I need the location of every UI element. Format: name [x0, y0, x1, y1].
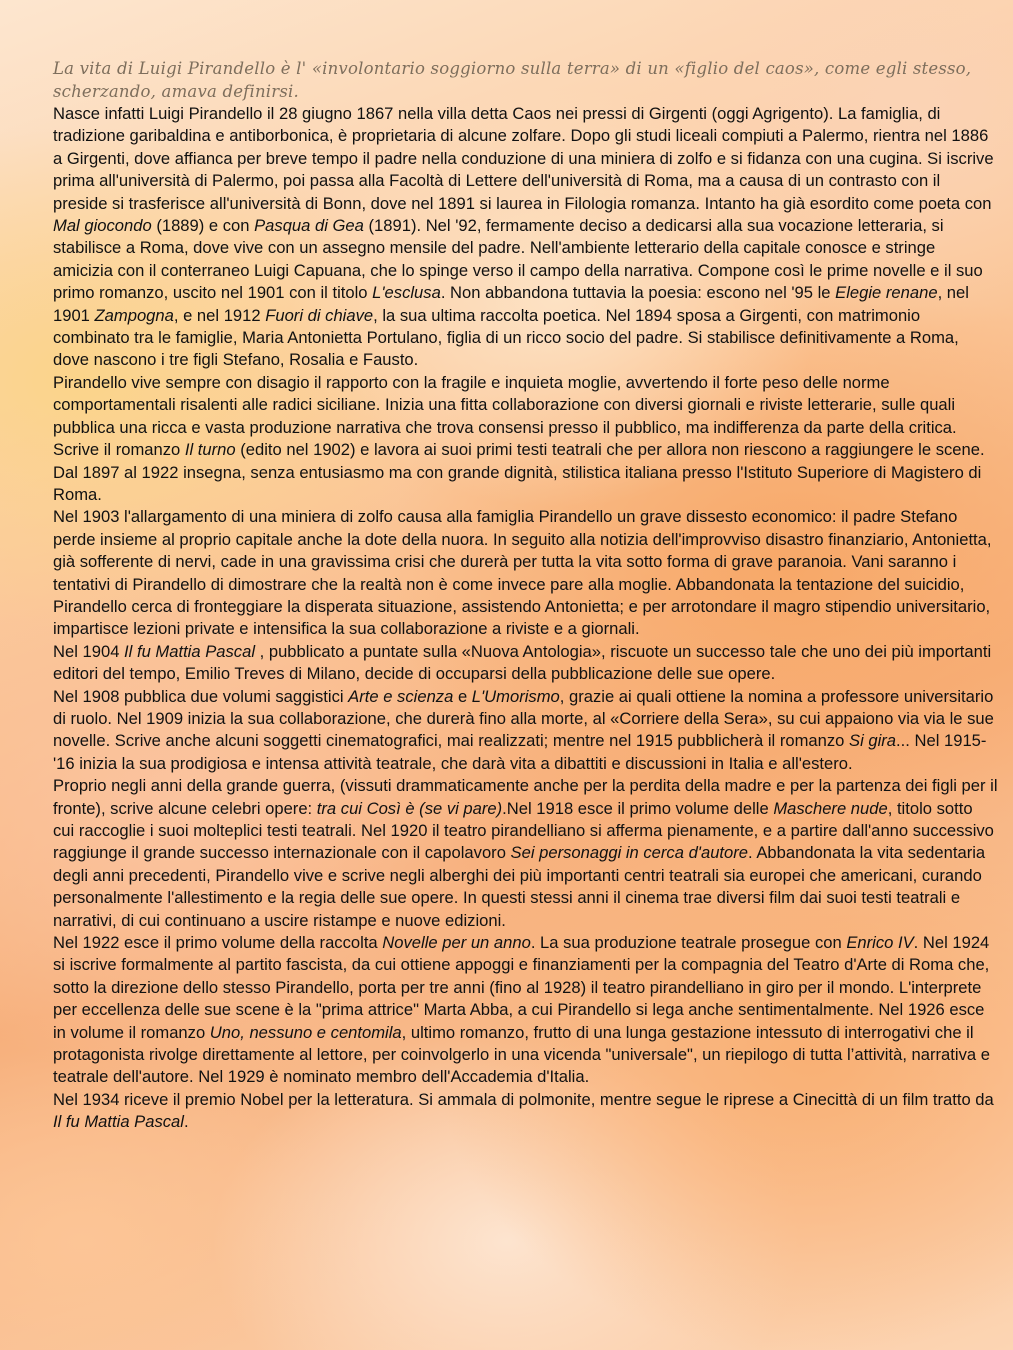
text-run: , titolo sotto cui raccoglie i suoi molteplici testi teatrali. Nel 1920 il teatro pirandelliano si afferma pienamente, e a partire dall'anno successivo raggiunge il grande successo internazionale con il capolavoro [53, 798, 994, 863]
text-run: Nel 1922 esce il primo volume della raccolta [53, 933, 383, 953]
paragraph [53, 686, 998, 776]
text-run: Nasce infatti Luigi Pirandello il 28 giugno 1867 nella villa detta Caos nei pressi di Girgenti (oggi Agrigento). La famiglia, di tradizione garibaldina e antiborbonica, è proprietaria di alcune zolfare. Dopo gli studi liceali compiuti a Palermo, rientra nel 1886 a Girgenti, dove affianca per breve tempo il padre nella conduzione di una miniera di zolfo e si fidanza con una cugina. Si iscrive prima all'università di Palermo, poi passa alla Facoltà di Lettere dell'università di Roma, ma a causa di un contrasto con il preside si trasferisce all'università di Bonn, dove nel 1891 si laurea in Filologia romanza. Intanto ha già esordito come poeta con [53, 104, 994, 213]
text-run: Nel 1903 l'allargamento di una miniera di zolfo causa alla famiglia Pirandello un grave dissesto economico: il padre Stefano perde insieme al proprio capitale anche la dote della nuora. In seguito alla notizia dell'improvviso disastro finanziario, Antonietta, già sofferente di nervi, cade in una gravissima crisi che durerà per tutta la vita sotto forma di grave paranoia. Vani saranno i tentativi di Pirandello di dimostrare che la realtà non è come invece pare alla moglie. Abbandonata la tentazione del suicidio, Pirandello cerca di fronteggiare la disperata situazione, assistendo Antonietta; e per arrotondare il magro stipendio universitario, impartisce lezioni private e intensifica la sua collaborazione a riviste e a giornali. [53, 507, 992, 639]
text-run: . Nel 1924 si iscrive formalmente al partito fascista, da cui ottiene appoggi e finanziamenti per la compagnia del Teatro d'Arte di Roma che, sotto la direzione dello stesso Pirandello, porta per tre anni (fino al 1928) il teatro pirandelliano in giro per il mondo. L'interprete per eccellenza delle sue scene è la "prima attrice" Marta Abba, a cui Pirandello si lega anche sentimentalmente. Nel 1926 esce in volume il romanzo [53, 933, 990, 1042]
italic-title: L'Umorismo [471, 686, 560, 706]
italic-title: tra cui Così è (se vi pare) [316, 798, 503, 818]
text-run: , nel 1901 [53, 283, 969, 325]
text-run: . Non abbandona tuttavia la poesia: escono nel '95 le [440, 283, 836, 303]
text-run: , pubblicato a puntate sulla «Nuova Antologia», riscuote un successo tale che uno dei più importanti editori del tempo, Emilio Treves di Milano, decide di occuparsi della pubblicazione delle sue opere. [53, 641, 992, 684]
text-run: . Abbandonata la vita sedentaria degli anni precedenti, Pirandello vive e scrive negli alberghi dei più importanti centri teatrali sia europei che americani, curando personalmente l'allestimento e la regia delle sue opere. In questi stessi anni il cinema trae diversi film dai suoi testi teatrali e narrativi, di cui continuano a uscire ristampe e nuove edizioni. [53, 843, 986, 930]
italic-title: L'esclusa [372, 283, 441, 303]
text-run: (1889) e con [151, 216, 255, 236]
document-body [53, 103, 998, 1134]
italic-title: Si gira [849, 731, 897, 751]
paragraph [53, 103, 998, 372]
paragraph [53, 372, 998, 506]
paragraph [53, 1089, 998, 1134]
text-run: , e nel 1912 [173, 305, 266, 325]
italic-title: Enrico IV [846, 933, 914, 953]
italic-title: Maschere nude [773, 798, 888, 818]
italic-title: Arte e scienza [348, 686, 454, 706]
italic-title: Uno, nessuno e centomila [209, 1022, 402, 1042]
text-run: Nel 1908 pubblica due volumi saggistici [53, 686, 349, 706]
paragraph [53, 506, 998, 640]
text-run: (1891). Nel '92, fermamente deciso a dedicarsi alla sua vocazione letteraria, si stabilisce a Roma, dove vive con un assegno mensile del padre. Nell'ambiente letterario della capitale conosce e stringe amicizia con il conterraneo Luigi Capuana, che lo spinge verso il campo della narrativa. Compone così le prime novelle e il suo primo romanzo, uscito nel 1901 con il titolo [53, 216, 983, 303]
italic-title: Novelle per un anno [382, 933, 531, 953]
italic-title: Elegie renane [835, 283, 938, 303]
paragraph [53, 641, 998, 686]
document-page [53, 57, 998, 1134]
italic-title: Il fu Mattia Pascal [124, 641, 256, 661]
text-run: ... Nel 1915-'16 inizia la sua prodigiosa e intensa attività teatrale, che darà vita a dibattiti e discussioni in Italia e all'estero. [53, 731, 987, 773]
intro-quote: La vita di Luigi Pirandello è l' «involontario soggiorno sulla terra» di un «figlio del caos», come egli stesso, scherzando, amava definirsi. [53, 59, 972, 101]
italic-title: Fuori di chiave [265, 305, 374, 325]
text-run: (edito nel 1902) e lavora ai suoi primi testi teatrali che per allora non riescono a raggiungere le scene. Dal 1897 al 1922 insegna, senza entusiasmo ma con grande dignità, stilistica italiana presso l'Istituto Superiore di Magistero di Roma. [53, 440, 985, 504]
text-run: e [453, 686, 472, 706]
italic-title: Il fu Mattia Pascal [53, 1112, 184, 1132]
text-run: Proprio negli anni della grande guerra, (vissuti drammaticamente anche per la perdita della madre e per la partenza dei figli per il fronte), scrive alcune celebri opere: [53, 776, 998, 818]
paragraph [53, 775, 998, 932]
italic-title: Mal giocondo [53, 216, 152, 236]
text-run: . [183, 1112, 189, 1132]
text-run: Nel 1934 riceve il premio Nobel per la letteratura. Si ammala di polmonite, mentre segue le riprese a Cinecittà di un film tratto da [53, 1089, 994, 1109]
text-run: Nel 1904 [53, 641, 125, 661]
paragraph [53, 932, 998, 1089]
text-run: , ultimo romanzo, frutto di una lunga gestazione intessuto di interrogativi che il protagonista rivolge direttamente al lettore, per coinvolgerlo in una vicenda "universale", un riepilogo di tutta l’attività, narrativa e teatrale dell'autore. Nel 1929 è nominato membro dell'Accademia d'Italia. [53, 1022, 990, 1087]
italic-title: Pasqua di Gea [254, 216, 364, 236]
text-run: , la sua ultima raccolta poetica. Nel 1894 sposa a Girgenti, con matrimonio combinato tra le famiglie, Maria Antonietta Portulano, figlia di un ricco socio del padre. Si stabilisce definitivamente a Roma, dove nascono i tre figli Stefano, Rosalia e Fausto. [53, 305, 959, 370]
text-run: , grazie ai quali ottiene la nomina a professore universitario di ruolo. Nel 1909 inizia la sua collaborazione, che durerà fino alla morte, al «Corriere della Sera», su cui appaiono via via le sue novelle. Scrive anche alcuni soggetti cinematografici, mai realizzati; mentre nel 1915 pubblicherà il romanzo [53, 686, 994, 751]
text-run: .Nel 1918 esce il primo volume delle [502, 798, 774, 818]
italic-title: Il turno [184, 440, 236, 460]
text-run: Pirandello vive sempre con disagio il rapporto con la fragile e inquieta moglie, avvertendo il forte peso delle norme comportamentali risalenti alle radici siciliane. Inizia una fitta collaborazione con diversi giornali e riviste letterarie, sulle quali pubblica una ricca e vasta produzione narrativa che trova consensi presso il pubblico, ma indifferenza da parte della critica. Scrive il romanzo [53, 372, 957, 460]
italic-title: Zampogna [94, 305, 174, 325]
italic-title: Sei personaggi in cerca d'autore [510, 843, 749, 863]
text-run: . La sua produzione teatrale prosegue con [530, 933, 847, 953]
